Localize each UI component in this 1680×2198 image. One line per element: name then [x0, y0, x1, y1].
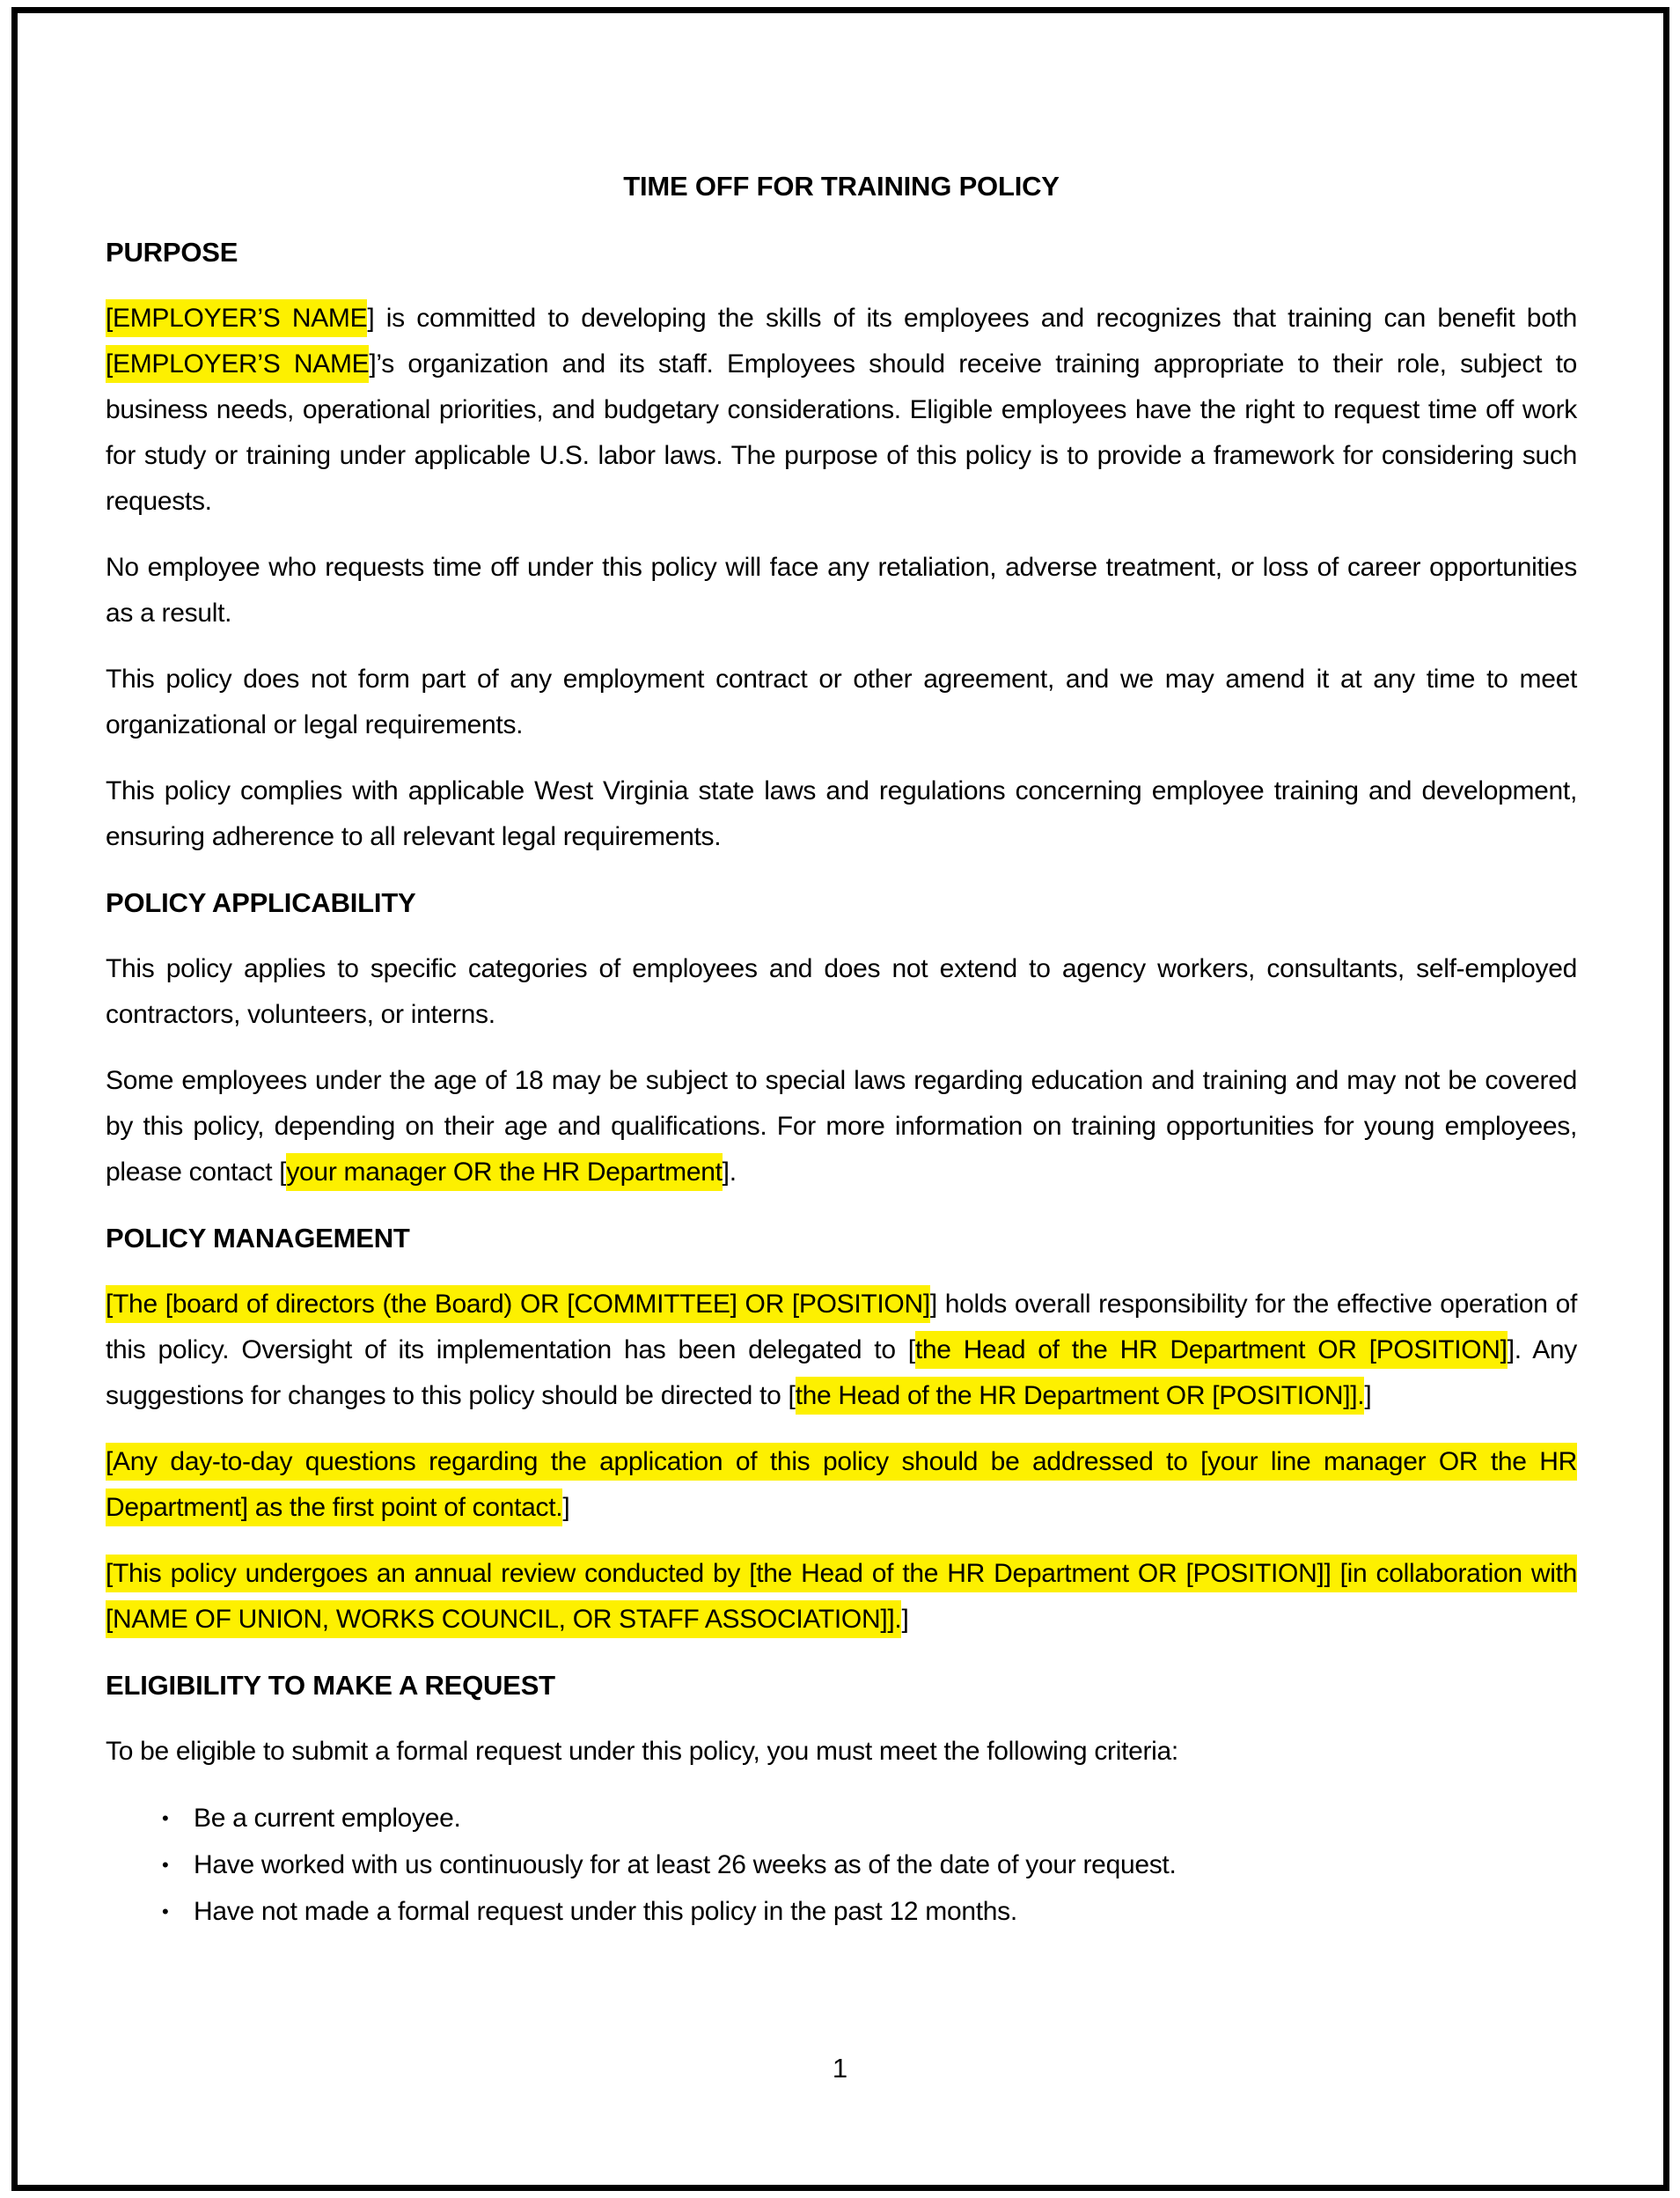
highlighted-placeholder: the Head of the HR Department OR [POSITION]]. [796, 1377, 1365, 1415]
highlighted-placeholder: the Head of the HR Department OR [POSITION] [915, 1331, 1508, 1369]
eligibility-paragraph-1 [106, 1729, 1577, 1775]
management-paragraph-3 [106, 1551, 1577, 1643]
bullet-item-text: Be a current employee. [194, 1804, 461, 1833]
text-segment: ]. Any suggestions for changes to this policy should be directed to [ [106, 1335, 1577, 1410]
text-segment: ] holds overall responsibility for the effective operation of this policy. Oversight of its implementation has been delegated to [ [106, 1290, 1578, 1364]
list-item [106, 1795, 1577, 1841]
text-segment: ] [1364, 1381, 1372, 1410]
text-segment: This policy does not form part of any employment contract or other agreement, and we may amend it at any time to meet organizational or legal requirements. [106, 665, 1577, 739]
applicability-paragraph-1 [106, 946, 1577, 1038]
section-heading-eligibility: ELIGIBILITY TO MAKE A REQUEST [106, 1670, 555, 1701]
section-heading-policy-applicability: POLICY APPLICABILITY [106, 887, 416, 918]
management-paragraph-1 [106, 1282, 1577, 1419]
highlighted-placeholder: [The [board of directors (the Board) OR [COMMITTEE] OR [POSITION] [106, 1285, 930, 1323]
text-segment: This policy applies to specific categories of employees and does not extend to agency workers, consultants, self-employed contractors, volunteers, or interns. [106, 954, 1577, 1029]
section-heading-policy-management: POLICY MANAGEMENT [106, 1223, 410, 1253]
management-paragraph-2 [106, 1439, 1577, 1531]
purpose-paragraph-3 [106, 657, 1577, 748]
bullet-list [106, 1795, 1577, 1935]
highlighted-placeholder: [EMPLOYER’S NAME [106, 299, 367, 337]
list-item [106, 1841, 1577, 1888]
document-title: TIME OFF FOR TRAINING POLICY [623, 171, 1060, 202]
text-segment: To be eligible to submit a formal request under this policy, you must meet the following criteria: [106, 1737, 1178, 1766]
document-content [106, 164, 1577, 1935]
text-segment: ] is committed to developing the skills of its employees and recognizes that training can benefit both [367, 304, 1577, 333]
text-segment: ]. [722, 1158, 737, 1187]
highlighted-placeholder: [Any day-to-day questions regarding the application of this policy should be addressed to [your line manager OR the HR Department] as the first point of contact. [106, 1443, 1577, 1526]
text-segment: ] [562, 1493, 570, 1522]
highlighted-placeholder: [EMPLOYER’S NAME [106, 345, 369, 383]
bullet-icon: • [162, 1854, 169, 1876]
purpose-paragraph-2 [106, 545, 1577, 636]
text-segment: ]’s organization and its staff. Employees should receive training appropriate to their role, subject to business needs, operational priorities, and budgetary considerations. Eligible employees have the right to request time off work for study or training under applicable U.S. labor laws. The purpose of this policy is to provide a framework for considering such requests. [106, 349, 1577, 516]
text-segment: No employee who requests time off under this policy will face any retaliation, adverse treatment, or loss of career opportunities as a result. [106, 553, 1577, 628]
highlighted-placeholder: your manager OR the HR Department [286, 1153, 722, 1191]
applicability-paragraph-2 [106, 1058, 1577, 1195]
bullet-icon: • [162, 1807, 169, 1829]
text-segment: Some employees under the age of 18 may be subject to special laws regarding education and training and may not be covered by this policy, depending on their age and qualifications. For more information on training opportunities for young employees, please contact [ [106, 1066, 1577, 1187]
bullet-icon: • [162, 1900, 169, 1922]
bullet-item-text: Have not made a formal request under this policy in the past 12 months. [194, 1897, 1017, 1926]
page-number: 1 [832, 2053, 848, 2084]
highlighted-placeholder: [This policy undergoes an annual review conducted by [the Head of the HR Department OR [POSITION]] [in collaboration with [NAME OF UNION, WORKS COUNCIL, OR STAFF ASSOCIATION]]. [106, 1555, 1577, 1638]
purpose-paragraph-1 [106, 296, 1577, 525]
section-heading-purpose: PURPOSE [106, 237, 238, 268]
text-segment: This policy complies with applicable West Virginia state laws and regulations concerning employee training and development, ensuring adherence to all relevant legal requirements. [106, 776, 1577, 851]
purpose-paragraph-4 [106, 768, 1577, 860]
list-item [106, 1888, 1577, 1935]
bullet-item-text: Have worked with us continuously for at least 26 weeks as of the date of your request. [194, 1850, 1177, 1879]
text-segment: ] [901, 1605, 909, 1634]
